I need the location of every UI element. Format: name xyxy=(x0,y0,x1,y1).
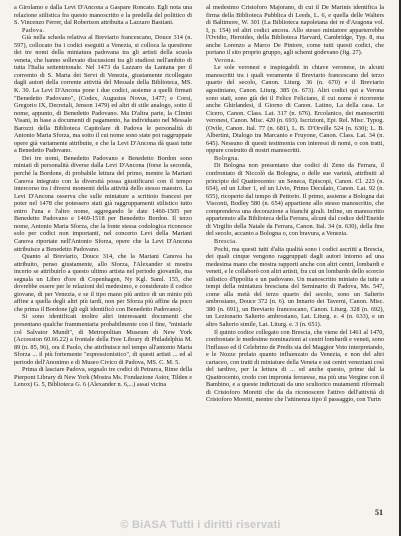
padova-paragraph-4: Si sono identificati inoltre altri interessanti documenti che presentano qualche frammentaria probabilmente con il fine, "miniarle col Salvator Mundi", di Metropolitan Museum di New York (Accession 60.66.22) a frontale della Free Library di Philadelphia M. 89 (n. 85, 96), ora il Paolo, che attribuisce nel tempo all'antonio Maria Sforza ... il più fortemente "espressionistico", di questi artisti ... ed al periodo dell'Anonimo e di Museo Civico di Padova, MS. C. M. 5. xyxy=(14,313,192,366)
brescia-paragraph-1: Pochi, ma questi tutti d'alta qualità sono i codici ascritti a Brescia, dei quali cinque vengono raggruppati dagli autori intorno ad una medesima mano che mostra rapporti anche con altri centri, lombardi e veneti, e le collaborò con altri artisti, fra cui un lombardo dello scorcio stilistico d'Ippolita e un padovano. Un manoscritto miniato da tutte a tempi della miniatura bresciana del Seminario di Padova, Ms. 547, come alla metà del terzo quarto del secolo, sono un Salterio ambrosiano, Douce 372 (n. 6). un Innario dei Taverni, Canon. Misc. 380 (n. 691), un Breviario francescano, Canon. Liturg. 328 (n. 692), un Lezionario Salterio ambrosiano, Lat. Liturg. e. 4 (n. 633), e un altro Salterio simile, Lat. Liturg. e. 3 (n. 651). xyxy=(206,245,385,328)
right-intro-paragraph: al medesimo Cristoforo Majorano, di cui il De Marinis identifica la firma della Biblioteca Pubblica di Leeds, L. 6, e quella delle Walters di Baltimore, W. 301 (La Biblioteca napoletana dei re d'Aragona vol. I, p. 154) ed altri codici ancora. Allo stesso miniatore apparterrebbe l'Ovidio, Heroides, della Biblioteca Harvard, Cambridge, Typ. 8, ma anche Lorenzo a Marco De Pintore, come tutti questi codici, che portano il sito proprio gruppo, agli schemi godevano (fig. 27). xyxy=(206,4,384,57)
padova-paragraph-1: Già nella scheda relativa al Breviario francescano, Douce 314 (n. 597), collocato fra i codici eseguiti a Venezia, si colloca la questione dei tre nomi della miniatura padovana tra gli artisti della scuola veneta, che hanno sollevato discussioni tra gli studiosi nell'ambito di tutta l'Italia settentrionale. Nel 1473 da Lazzaro da Lantana per il convento di S. Maria dei Servi di Venezia, giustamente ricollegato dagli autori della corrente attività del Messale della Biblioteca, MS. K. 30. La Levi D'Ancona pone i due codici, assieme a quelli firmati "Benedetto Padovano", (Codex, Augustus Novus, 1477; e Corsi, Gregorio IX, Decretali, Jenson 1479) ed altri di stile analogo, sotto il nome, appunto, di Benedetto Padovano. Ma D'altra parte, la Clinini Visani, in base a documenti di pagamento, ha individuato nel Messale Barozzi della Biblioteca Capitolare di Padova le personalità di Antonio Maria Sforza, ma sotto il cui nome sono state poi raggruppate opere già variamente attribuite, e che la Levi D'Ancona dà quasi tutte a Benedetto Padovano. xyxy=(14,34,192,155)
right-text-column xyxy=(206,4,384,404)
padova-paragraph-5: Prima di lasciare Padova, segnalo tre codici di Petrarca, Rime della Pierpont Library di New York (Mostra Ms. Fondazione Astor, Tilden e Lenox) G. 5, Biblioteca G. 6 (Alexander n. 6,...) assai vicina xyxy=(14,366,192,389)
bologna-paragraph: Di Bologna non presentano due codici di Zeno da Ferrara, il confrontato di Niccolò da Bologna, o delle sue varietà, attribuiti al principio del Quattrocento: un Seneca, Episcopi, Canon. Cl. 223 (n. 654), ed un Liber 1, ed un Livio, Primo Deculato, Canon. Lat. 92 (n. 655), ricoperto dal tempo di Pettorio. Il primo, assieme a Bologna dai Visconti, Bodley 580 (n. 654) appartiene allo stesso manoscritto, che comprendeva una decorazione a bianchi girali. Infine, un manoscritto appartenuto alla Biblioteca della Ferrara, alcuni dal codice dell'Eneide di Virgilio della Natale da Ferrara, Canon. Ital. 34 (n. 630), della fine del secolo, accanto a Bologna o, con bravura, a Venezia. xyxy=(206,162,384,238)
padova-paragraph-3: Quanto al Breviario, Douce 314, che la Mariani Canova ha attribuito, penso giustamente, allo Sforza, l'Alexander si mostra incerto se attribuirlo a questo ultimo artista nel periodo giovanile, ma segnala un Libro d'ore di Copenhagen, Ny Kgl. Saml. 155, che dovrebbe essere per le relazioni del medesimo, e considerato il codice giovane, di per Venezia, e se il tipo mano più antico di un minio più affine a quella degli altri più tardi, non per Sforza più affine da poco che prima il Bordone (gli egli identificò con Benedetto Padovano). xyxy=(14,253,192,313)
section-heading-brescia: Brescia. xyxy=(214,237,238,245)
section-heading-padova: Padova. xyxy=(22,26,45,34)
page-number: 51 xyxy=(375,508,383,517)
copyright-watermark: © BiASA Tutti i diritti riservati xyxy=(120,519,281,531)
brescia-paragraph-2: Il quinto codice collegato con Brescia, che viene del 1461 al 1470, confrontate le medesime nominazioni ai centri lombardi e veneti, sono l'influsso ed il Celebrino de Predis sia del Maggior Voto interpretando, e le Nozze prelato quanto influenzato da Venezia, e non del altri cartaceo, con tratti di miniature della Veneta e sui centri veneziani così del tardivo, per la lettura di ... ed anche questo, prime dal la Quattrocento, credo con impronta ferrarese, ma più una Vergine con il Bambino, e a queste indirizzati da uno scultorico mutamenti riformali di Cristoforo Moretti che da da riconoscere l'attivo dell'attività di Cristoforo Moretti, mentre che l'attinenza tipo il passaggio, con Turin xyxy=(206,328,384,404)
section-heading-verona: Verona. xyxy=(214,56,236,64)
verona-paragraph: Le sole veronesi e inspiegabili in chiave veronese, in alcuni manoscritti tra i quali veramente il Breviario francescano del terzo quarto del secolo, Canon. Liturg. 36 (n. 670) e il Breviario agostiniano, Canon. Liturg. 385 (n. 673). Altri codici qui a Verona sono stati, sono già dei il Felice Feliciano, il cui nome è ricorrente anche Ghirlandesi, il Giorno di Canon. Latino, La della casa. Le Cicero, Canon. Class. Lat. 317 (n. 676). Ercolanico, dei manoscritti veronesi, Canon. Misc. 420 (n. 693). Iscrizioni, Epi. Rel. Misc. Typog. (Ovile, Canon. Ital. 77 (n. 681), L. B. D'Orville 524 (n. 630); L. B. Albertini, Dialogo tra Marcanio e Fruyone, Canon. Class. Lat. 34 (n. 645). Nessuno di questi testimonia con interessi di nomi, o con tratti, oppure costrutto di nostri manoscritti. xyxy=(206,64,384,155)
padova-paragraph-2: Dei tre nomi, Benedetto Padovano e Benedetto Bordon sono miniati di personalità diverse dalla Levi D'Ancona (forse la seconda, perché la Bordone, di probabile lettura del primo, mentre la Mariani Canova integrato con la diversità possa giustificarsi con il tempo intercorso tra i diversi momenti della attività dello stesso maestro. La Levi D'Ancona osserva che sulle miniature a scrittoio francesi per poter nel 1478 che potessero stati già raggruppamenti stilistico tutto entro l'una e l'altro nome, aggregando le date 1460-1505 per Benedetto Padovano e 1469-1518 per Benedetto Bordon. Il terzo nome, Antonio Maria Sforza, che la fonte stessa codologica riconosce solo per codici non importanti, nel concerto Levi della Mariani Canova riportate nell'Antonio Sforza, opere che la Levi D'Ancona attribuisce a Benedetto Padovano. xyxy=(14,154,192,253)
section-heading-bologna: Bologna. xyxy=(214,154,240,162)
left-text-column xyxy=(14,4,192,389)
left-intro-paragraph: a Girolamo e dalla Levi D'Ancona a Gaspare Roncato. Egli nota una relazione stilistica fra questo manoscritto e la predella del polittico di S. Vincenzo Ferrer, dal Robertson attribuita a Lazzaro Bastiani. xyxy=(14,4,192,27)
